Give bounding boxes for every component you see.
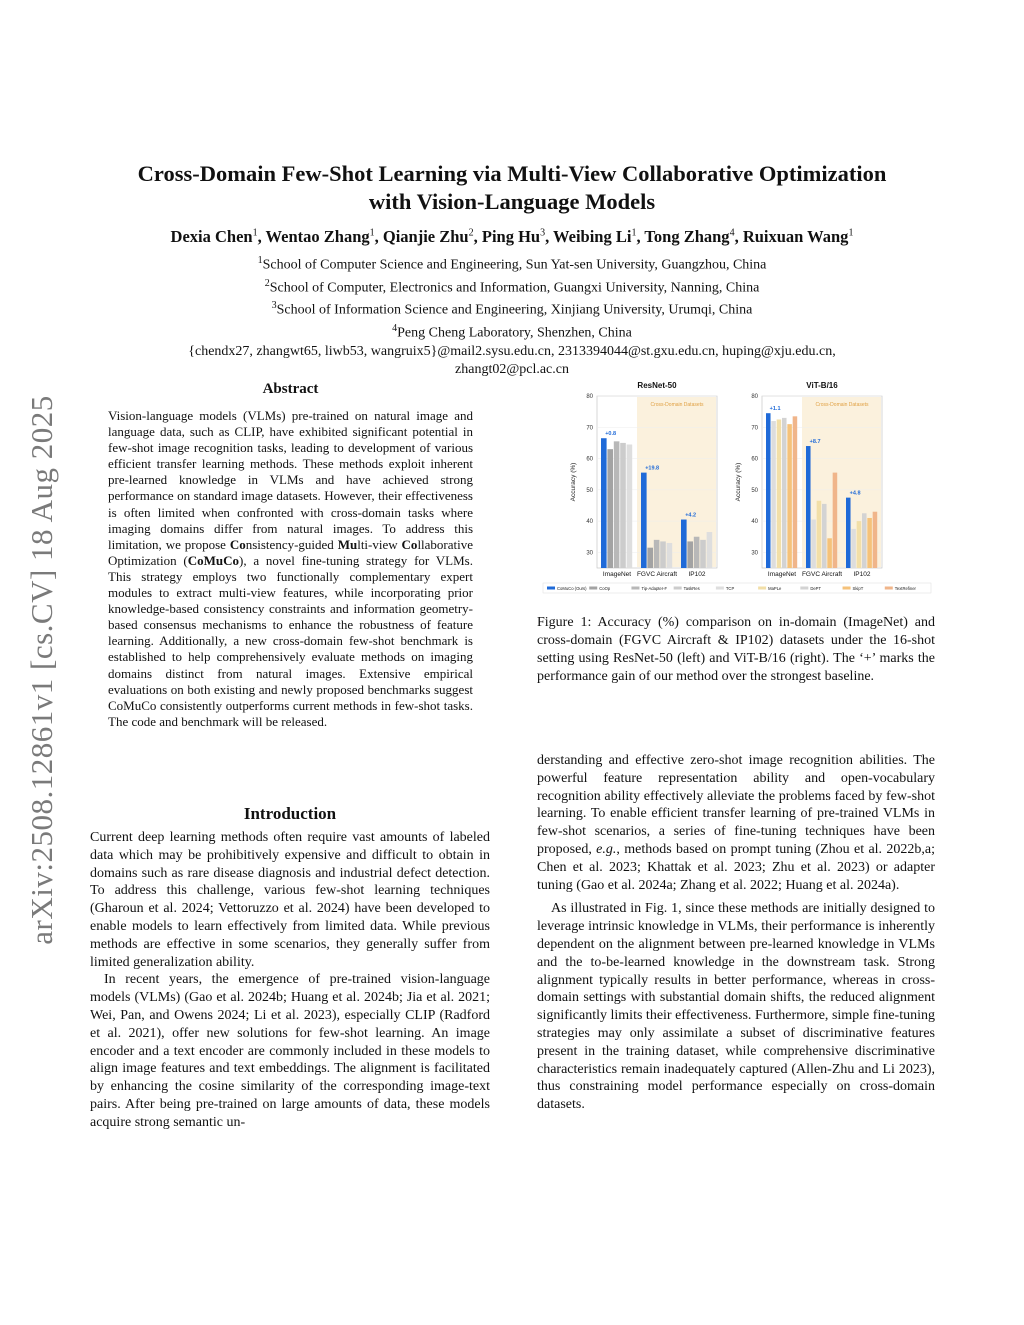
legend-swatch bbox=[589, 587, 597, 590]
x-tick-label: FGVC Aircraft bbox=[801, 571, 843, 578]
chart-title: ResNet-50 bbox=[637, 381, 677, 390]
bar bbox=[777, 419, 782, 568]
intro-paragraph-1: Current deep learning methods often require vast amounts of labeled data which may be prohibitively expensive and difficult to obtain in domains such as rare disease diagnosis and industrial defect detection. To address this challenge, various few-shot learning techniques (Gharoun et al. 2024; Vettoruzzo et al. 2024) have been developed to enable models to learn effectively from limited data. While previous methods are effective in some scenarios, they generally suffer from limited generalization ability. bbox=[90, 830, 490, 970]
y-tick-label: 50 bbox=[586, 487, 593, 494]
y-tick-label: 30 bbox=[751, 550, 758, 557]
legend-swatch bbox=[843, 587, 851, 590]
bar bbox=[806, 446, 811, 568]
affiliation: $^3$School of Information Science and Engineering, Xinjiang University, Urumqi, China bbox=[271, 300, 753, 318]
legend-swatch bbox=[674, 587, 682, 590]
emails-line-1: {chendx27, zhangwt65, liwb53, wangruix5}@mail2.sysu.edu.cn, 2313394044@st.gxu.edu.cn, huping@xju.edu.cn, bbox=[188, 343, 836, 359]
author: Qianjie Zhu$^2$ bbox=[382, 227, 474, 246]
bar bbox=[822, 504, 827, 568]
bar bbox=[867, 518, 872, 568]
right-column-body bbox=[537, 752, 935, 1114]
left-column-body bbox=[90, 829, 490, 1132]
y-tick-label: 70 bbox=[586, 425, 593, 432]
legend-entry: SkipT bbox=[852, 586, 864, 591]
legend-swatch bbox=[716, 587, 724, 590]
bar bbox=[851, 529, 856, 568]
bar bbox=[811, 520, 816, 568]
y-tick-label: 70 bbox=[751, 425, 758, 432]
legend-swatch bbox=[631, 587, 639, 590]
gain-label: +8.7 bbox=[809, 439, 821, 446]
abstract-heading: Abstract bbox=[262, 381, 319, 397]
legend-swatch bbox=[547, 587, 555, 590]
x-tick-label: IP102 bbox=[688, 571, 706, 578]
affiliation: $^1$School of Computer Science and Engineering, Sun Yat-sen University, Guangzhou, China bbox=[257, 255, 767, 273]
x-tick-label: ImageNet bbox=[602, 571, 632, 578]
gain-label: +0.8 bbox=[605, 431, 617, 438]
bar bbox=[707, 532, 713, 568]
cross-domain-label: Cross-Domain Datasets bbox=[815, 402, 869, 408]
bar bbox=[660, 541, 666, 568]
gain-label: +19.8 bbox=[645, 465, 660, 472]
bar bbox=[627, 444, 633, 568]
legend-entry: Tip-Adapter-F bbox=[641, 586, 668, 591]
arxiv-id: arXiv:2508.12861v1 [cs.CV] 18 Aug 2025 bbox=[24, 395, 59, 945]
y-tick-label: 50 bbox=[751, 487, 758, 494]
x-tick-label: FGVC Aircraft bbox=[636, 571, 678, 578]
legend-entry: MaPLe bbox=[768, 586, 782, 591]
gain-label: +4.2 bbox=[685, 512, 697, 519]
bar bbox=[827, 538, 832, 568]
author-list: Dexia Chen$^1$, Wentao Zhang$^1$, Qianjie Zhu$^2$, Ping Hu$^3$, Weibing Li$^1$, Tong Zhang$^4$, Ruixuan Wang$^1$ bbox=[170, 227, 854, 246]
title-line-1: Cross-Domain Few-Shot Learning via Multi-View Collaborative Optimization bbox=[137, 161, 887, 186]
bar bbox=[614, 441, 620, 568]
intro-paragraph-2: In recent years, the emergence of pre-trained vision-language models (VLMs) (Gao et al. 2024b; Huang et al. 2024b; Jia et al. 2021; Wei, Pan, and Owens 2024; Li et al. 2023), especially CLIP (Radford et al. 2021), offer new solutions for few-shot learning. An image encoder and a text encoder are commonly included in these models to align image features and text embeddings. The alignment is facilitated by enhancing the cosine similarity of the corresponding image-text pairs. After being pre-trained on large amounts of data, these models acquire strong semantic un- bbox=[90, 972, 490, 1130]
y-tick-label: 40 bbox=[751, 519, 758, 526]
y-tick-label: 60 bbox=[586, 456, 593, 463]
intro-paragraph-2-cont: derstanding and effective zero-shot image recognition abilities. The powerful feature representation ability and open-vocabulary recognition ability effectively alleviate the problems faced by few-shot learning. To enable efficient transfer learning of pre-trained VLMs in few-shot scenarios, a series of fine-tuning techniques have been proposed, e.g., methods based on prompt tuning (Zhou et al. 2022b,a; Chen et al. 2023; Khattak et al. 2023; Zhu et al. 2023) or adapter tuning (Gao et al. 2024a; Zhang et al. 2022; Huang et al. 2024a). bbox=[537, 753, 936, 893]
figure-1 bbox=[537, 378, 937, 598]
bar bbox=[687, 541, 693, 568]
y-tick-label: 30 bbox=[586, 550, 593, 557]
bar bbox=[654, 540, 660, 568]
bar bbox=[700, 540, 706, 568]
author: Tong Zhang$^4$ bbox=[644, 227, 735, 246]
bar bbox=[833, 473, 838, 568]
author: Weibing Li$^1$ bbox=[553, 227, 637, 246]
legend-entry: DePT bbox=[810, 586, 822, 591]
bar bbox=[607, 449, 613, 568]
legend-entry: TCP bbox=[725, 586, 735, 591]
y-axis-label: Accuracy (%) bbox=[735, 462, 742, 502]
bar bbox=[641, 473, 647, 568]
legend-entry: CoMuCo (Ours) bbox=[557, 586, 587, 591]
author: Wentao Zhang$^1$ bbox=[265, 227, 375, 246]
y-tick-label: 80 bbox=[586, 394, 593, 400]
paper-title bbox=[80, 160, 944, 216]
affiliation: $^2$School of Computer, Electronics and Information, Guangxi University, Nanning, China bbox=[264, 277, 760, 296]
legend-swatch bbox=[885, 587, 893, 590]
intro-paragraph-3: As illustrated in Fig. 1, since these methods are initially designed to leverage intrinsic knowledge in VLMs, their performance is inherently dependent on the alignment between pre-learned knowledge in VLMs and the to-be-learned knowledge in the downstream task. Strong alignment typically results in better performance, whereas in cross-domain settings with substantial domain shifts, the reduced alignment significantly limits their effectiveness. Furthermore, simple fine-tuning strategies may only assimilate a subset of discriminative features present in the training dataset, while comprehensive discriminative characteristics remain inadequately captured (Allen-Zhu and Li 2023), thus constraining model performance especially on cross-domain datasets. bbox=[537, 901, 935, 1113]
arxiv-sidebar bbox=[22, 370, 62, 970]
bar bbox=[817, 501, 822, 568]
bar bbox=[647, 548, 653, 568]
author: Ping Hu$^3$ bbox=[481, 227, 546, 246]
bar bbox=[857, 521, 862, 568]
bar bbox=[793, 416, 798, 568]
author: Ruixuan Wang$^1$ bbox=[742, 227, 854, 246]
bar bbox=[846, 498, 851, 568]
author: Dexia Chen$^1$ bbox=[170, 227, 258, 246]
legend-entry: TaskRes bbox=[683, 586, 700, 591]
cross-domain-label: Cross-Domain Datasets bbox=[650, 402, 704, 408]
bar bbox=[873, 512, 878, 568]
x-tick-label: IP102 bbox=[853, 571, 871, 578]
chart-title: ViT-B/16 bbox=[806, 381, 838, 390]
bar bbox=[601, 438, 607, 568]
bar bbox=[667, 543, 673, 568]
bar bbox=[771, 421, 776, 568]
gain-label: +1.1 bbox=[769, 406, 781, 413]
legend-swatch bbox=[758, 587, 766, 590]
gain-label: +4.8 bbox=[849, 490, 861, 497]
introduction-heading: Introduction bbox=[243, 804, 337, 823]
legend-entry: TextRefiner bbox=[894, 586, 916, 591]
x-tick-label: ImageNet bbox=[767, 571, 797, 578]
abstract-text: Vision-language models (VLMs) pre-trained on natural image and language data, such as CLIP, have exhibited significant potential in few-shot image recognition tasks, leading to development of various efficient transfer learning methods. These methods exploit inherent pre-learned knowledge in VLMs and have achieved strong performance on standard image datasets. However, their effectiveness is often limited when confronted with cross-domain tasks where imaging domains differ from natural images. To address this limitation, we propose Consistency-guided Multi-view Collaborative Optimization (CoMuCo), a novel fine-tuning strategy for VLMs. This strategy employs two functionally complementary expert modules to extract multi-view features, while incorporating prior knowledge-based consistency constraints and information geometry-based consensus mechanisms to enhance the robustness of feature learning. Additionally, a new cross-domain few-shot benchmark is established to help comprehensively evaluate methods on imaging domains distinct from natural images. Extensive empirical evaluations on both existing and newly proposed benchmarks suggest CoMuCo consistently outperforms current methods in few-shot tasks. The code and benchmark will be released. bbox=[108, 408, 474, 729]
bar bbox=[862, 513, 867, 568]
figure-1-caption: Figure 1: Accuracy (%) comparison on in-domain (ImageNet) and cross-domain (FGVC Aircraft & IP102) datasets under the 16-shot setting using ResNet-50 (left) and ViT-B/16 (right). The ‘+’ marks the performance gain of our method over the strongest baseline. bbox=[537, 615, 935, 684]
title-line-2: with Vision-Language Models bbox=[368, 189, 656, 214]
bar bbox=[620, 443, 626, 568]
bar bbox=[782, 418, 787, 568]
legend-swatch bbox=[800, 587, 808, 590]
bar bbox=[787, 424, 792, 568]
bar bbox=[694, 537, 700, 568]
affiliations bbox=[70, 252, 954, 379]
y-tick-label: 80 bbox=[751, 394, 758, 400]
y-tick-label: 40 bbox=[586, 519, 593, 526]
bar bbox=[681, 520, 687, 568]
bar bbox=[766, 413, 771, 568]
legend-entry: CoOp bbox=[599, 586, 611, 591]
y-axis-label: Accuracy (%) bbox=[570, 462, 577, 502]
affiliation: $^4$Peng Cheng Laboratory, Shenzhen, China bbox=[392, 322, 632, 341]
y-tick-label: 60 bbox=[751, 456, 758, 463]
figure-1-chart bbox=[537, 378, 937, 598]
emails-line-2: zhangt02@pcl.ac.cn bbox=[455, 361, 569, 377]
